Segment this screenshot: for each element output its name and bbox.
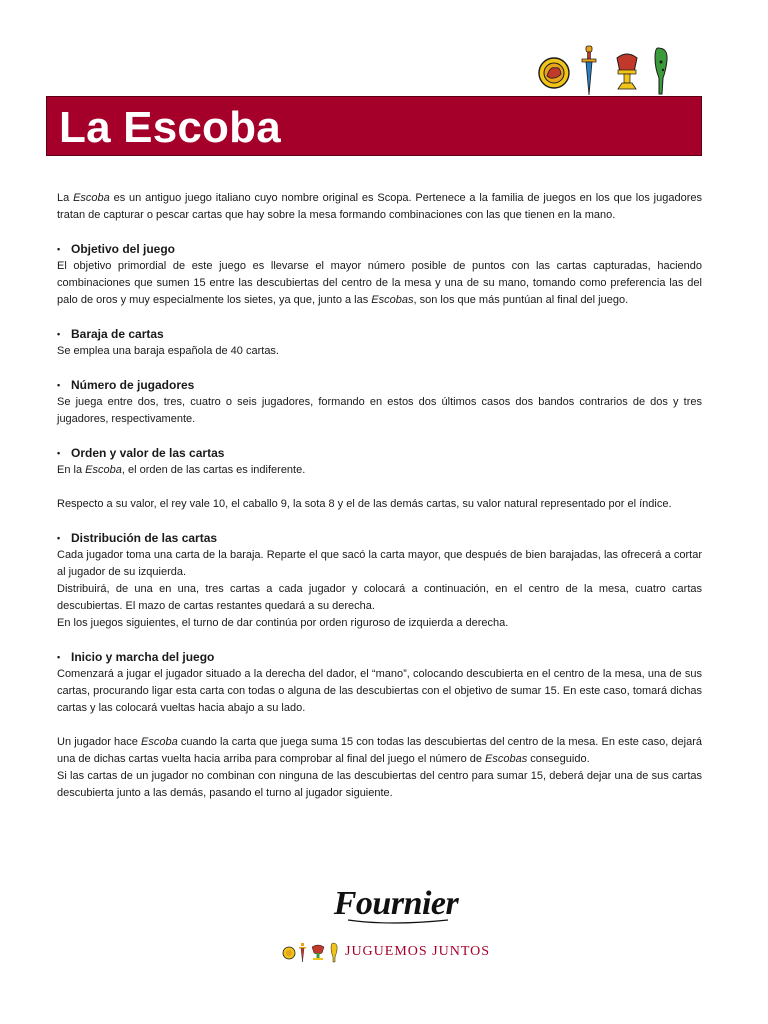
intro-paragraph: La Escoba es un antiguo juego italiano cuyo nombre original es Scopa. Pertenece a la familia de juegos en los que los jugadores tratan de capturar o pescar cartas que hay sobre la mesa formando combinaciones con las que tienen en la mano. — [57, 192, 702, 221]
section-heading-orden: • Orden y valor de las cartas — [57, 446, 225, 460]
section-text-inicio-1: Comenzará a jugar el jugador situado a la derecha del dador, el “mano”, colocando descubierta en el centro de la mesa, una de sus cartas, procurando ligar esta carta con todas o alguna de las descubiertas con el objetivo de sumar 15. En este caso, tomará dichas cartas y las colocará vueltas hacia abajo a su lado. — [57, 668, 702, 714]
title-banner — [46, 96, 702, 156]
footer-suits-icons — [281, 941, 341, 963]
fournier-logo-text: Fournier — [333, 885, 459, 922]
section-text-orden-1: En la Escoba, el orden de las cartas es indiferente. — [57, 464, 306, 476]
oros-icon — [539, 58, 569, 88]
section-heading-baraja: • Baraja de cartas — [57, 327, 164, 341]
page-title: La Escoba — [59, 103, 281, 152]
document-body — [57, 190, 702, 802]
slogan-text: JUGUEMOS JUNTOS — [345, 944, 491, 959]
spanish-suits-illustration — [538, 44, 674, 96]
copas-small-icon — [312, 945, 324, 960]
bastos-icon — [655, 48, 667, 94]
footer-slogan — [281, 940, 490, 964]
section-text-distribucion-2: Distribuirá, de una en una, tres cartas a cada jugador y colocará a continuación, en el centro de la mesa, cuatro cartas descubiertas. El mazo de cartas restantes quedará a su derecha. — [57, 583, 702, 612]
section-heading-inicio: • Inicio y marcha del juego — [57, 650, 215, 664]
section-text-inicio-2: Un jugador hace Escoba cuando la carta que juega suma 15 con todas las descubiertas del centro de la mesa. En este caso, dejará una de dichas cartas vuelta hacia arriba para comprobar al final del juego el número de Escobas conseguido. — [57, 736, 702, 765]
section-text-objetivo: El objetivo primordial de este juego es llevarse el mayor número posible de puntos con las cartas capturadas, haciendo combinaciones que sumen 15 entre las descubiertas del centro de la mesa y una de su mano, tomando como preferencia las del palo de oros y muy especialmente los sietes, ya que, junto a las Escobas, son los que más puntúan al final del juego. — [57, 260, 702, 306]
section-text-distribucion-1: Cada jugador toma una carta de la baraja. Reparte el que sacó la carta mayor, que después de bien barajadas, las ofrecerá a cortar al jugador de su izquierda. — [57, 549, 702, 578]
espadas-icon — [582, 46, 596, 95]
copas-icon — [617, 54, 637, 89]
section-text-distribucion-3: En los juegos siguientes, el turno de dar continúa por orden riguroso de izquierda a derecha. — [57, 617, 509, 629]
section-text-inicio-3: Si las cartas de un jugador no combinan con ninguna de las descubiertas del centro para sumar 15, deberá dejar una de sus cartas descubierta junto a las demás, pasando el turno al jugador siguiente. — [57, 770, 702, 799]
section-heading-distribucion: • Distribución de las cartas — [57, 531, 218, 545]
section-heading-objetivo: • Objetivo del juego — [57, 242, 176, 256]
section-text-jugadores: Se juega entre dos, tres, cuatro o seis jugadores, formando en estos dos últimos casos dos bandos contrarios de dos y tres jugadores, respectivamente. — [57, 396, 702, 425]
espadas-small-icon — [299, 943, 306, 962]
section-text-baraja: Se emplea una baraja española de 40 cartas. — [57, 345, 279, 357]
section-heading-jugadores: • Número de jugadores — [57, 378, 195, 392]
bastos-small-icon — [331, 943, 337, 962]
section-text-orden-2: Respecto a su valor, el rey vale 10, el caballo 9, la sota 8 y el de las demás cartas, su valor natural representado por el índice. — [57, 498, 672, 510]
fournier-logo — [330, 876, 462, 932]
oros-small-icon — [283, 947, 295, 959]
